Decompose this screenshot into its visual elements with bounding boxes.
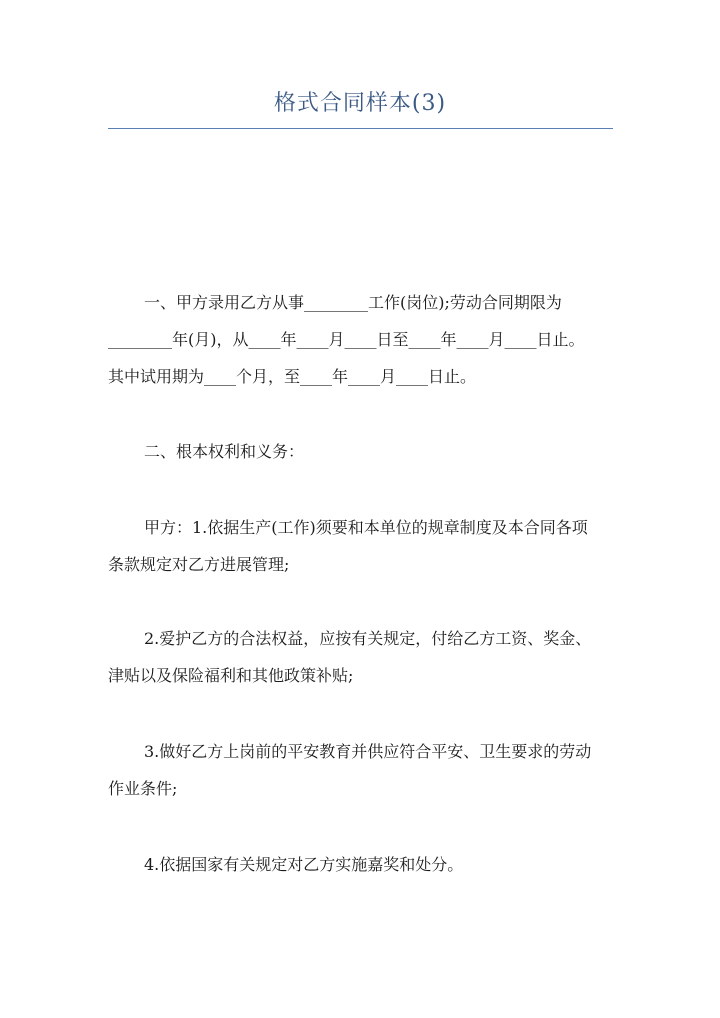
paragraph-party-a-item-3 [108,733,620,807]
paragraph-rights-heading [108,433,620,470]
paragraph-line: 其中试用期为____个月，至____年____月____日止。 [108,367,477,386]
paragraph-employment-term [108,284,620,395]
paragraph-line: 甲方：1.依据生产(工作)须要和本单位的规章制度及本合同各项 [144,518,588,537]
paragraph-line: 一、甲方录用乙方从事________工作(岗位);劳动合同期限为 [144,293,562,312]
paragraph-line: 条款规定对乙方进展管理; [108,555,290,574]
document-title: 格式合同样本(3) [273,91,447,116]
paragraph-line: 二、根本权利和义务： [144,442,305,461]
paragraph-party-a-item-4 [108,846,620,883]
paragraph-line: 4.依据国家有关规定对乙方实施嘉奖和处分。 [144,855,464,874]
paragraph-party-a-item-1 [108,509,620,583]
paragraph-line: 津贴以及保险福利和其他政策补贴; [108,666,354,685]
paragraph-line: 作业条件; [108,779,178,798]
title-underline [108,128,613,129]
paragraph-line: 2.爱护乙方的合法权益，应按有关规定，付给乙方工资、奖金、 [144,629,592,648]
paragraph-party-a-item-2 [108,620,620,694]
paragraph-line: 3.做好乙方上岗前的平安教育并供应符合平安、卫生要求的劳动 [144,742,592,761]
paragraph-line: ________年(月)，从____年____月____日至____年____月____日止。 [108,330,585,349]
